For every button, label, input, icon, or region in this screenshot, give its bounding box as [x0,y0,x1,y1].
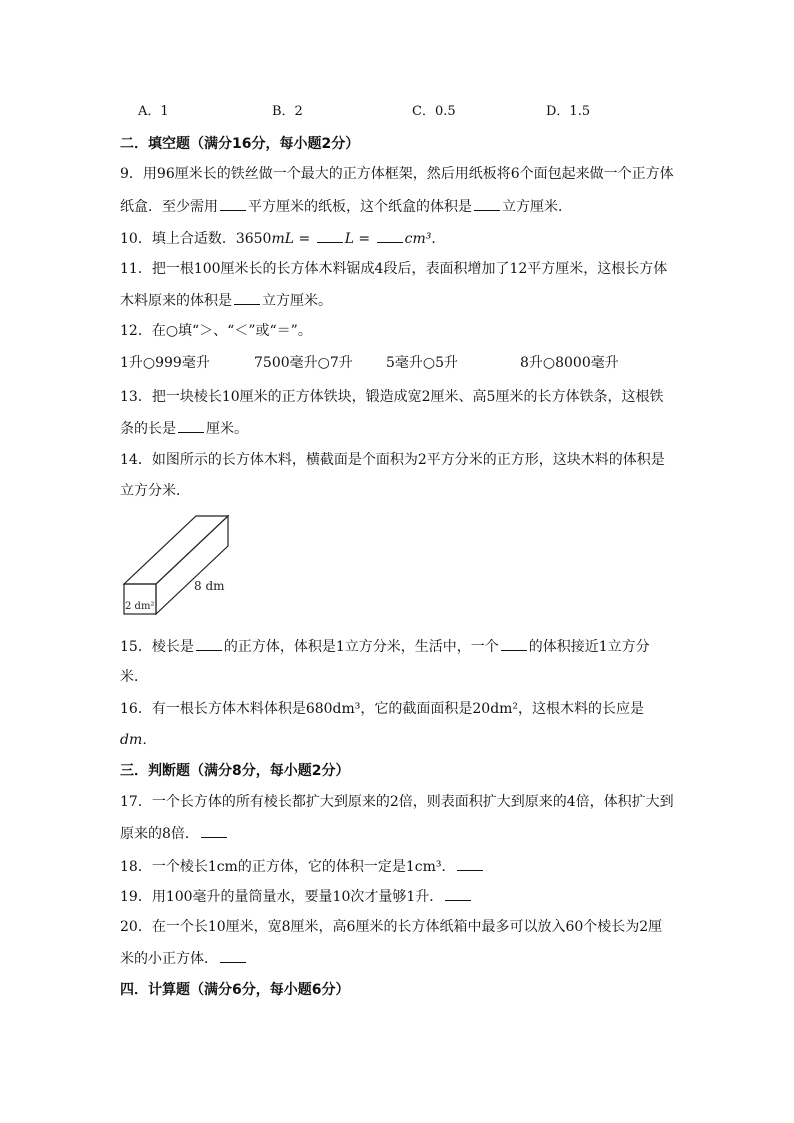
question-10-end: ． [431,231,446,247]
answer-blank[interactable] [377,228,403,243]
answer-blank[interactable] [201,823,227,838]
question-15-line2: 米． [120,669,148,685]
question-18 [120,856,485,877]
question-16-line1: 16．有一根长方体木料体积是680dm³，它的截面面积是20dm²，这根木料的长应是 [120,701,645,717]
cuboid-area-label: 2 dm² [125,601,155,612]
answer-blank[interactable] [220,948,246,963]
question-9-text-c: 立方厘米． [502,199,572,215]
question-19-text: 19．用100毫升的量筒量水，要量10次才量够1升． [120,889,444,905]
question-10-unit-ml: mL [271,231,295,247]
compare-item-2: 7500毫升○7升 [254,355,353,371]
question-11-line2 [120,290,332,311]
question-15-text-a: 15．棱长是 [120,639,194,655]
question-9-text-b: 平方厘米的纸板，这个纸盒的体积是 [248,199,472,215]
answer-blank[interactable] [474,196,500,211]
question-10-eq2: = [353,231,375,247]
compare-item-3: 5毫升○5升 [386,355,459,371]
question-10-value: 3650 [235,231,272,247]
option-d: D．1.5 [546,104,591,119]
question-11-text-b: 立方厘米。 [262,293,332,309]
question-9-line1: 9．用96厘米长的铁丝做一个最大的正方体框架，然后用纸板将6个面包起来做一个正方体 [120,166,674,182]
question-13-text-b: 厘米。 [206,421,248,437]
question-13-line1: 13．把一块棱长10厘米的正方体铁块，锻造成宽2厘米、高5厘米的长方体铁条，这根铁 [120,389,664,405]
question-15-line1 [120,636,650,657]
question-11-line1: 11．把一根100厘米长的长方体木料锯成4段后，表面积增加了12平方厘米，这根长方体 [120,261,668,277]
question-18-text: 18．一个棱长1cm的正方体，它的体积一定是1cm³． [120,859,456,875]
question-10-eq: = [294,231,315,247]
question-17-line2 [120,823,229,844]
question-16-line2: dm． [120,732,157,748]
option-a: A．1 [138,104,169,119]
question-10-prefix: 10．填上合适数． [120,231,236,247]
question-14-line1: 14．如图所示的长方体木料，横截面是个面积为2平方分米的正方形，这块木料的体积是 [120,452,665,468]
question-15-text-c: 的体积接近1立方分 [528,639,650,655]
question-10-unit-cm3: cm³ [404,231,432,247]
section-title-calculation: 四．计算题（满分6分，每小题6分） [120,982,350,998]
option-c: C．0.5 [412,104,456,119]
question-11-text-a: 木料原来的体积是 [120,293,232,309]
answer-blank[interactable] [445,886,471,901]
answer-blank[interactable] [178,418,204,433]
answer-blank[interactable] [196,636,222,651]
compare-item-1: 1升○999毫升 [120,355,210,371]
question-20-line1: 20．在一个长10厘米，宽8厘米，高6厘米的长方体纸箱中最多可以放入60个棱长为2厘 [120,919,663,935]
answer-blank[interactable] [457,856,483,871]
question-9-line2 [120,196,572,217]
cuboid-top-face [124,516,228,584]
question-12-line1: 12．在○填“＞、“＜”或“＝”。 [120,323,312,339]
question-13-text-a: 条的长是 [120,421,176,437]
cuboid-length-label: 8 dm [194,579,225,593]
cuboid-figure [120,512,232,618]
compare-item-4: 8升○8000毫升 [520,355,619,371]
question-10 [120,228,445,249]
cuboid-right-face [156,516,228,614]
question-17-text: 原来的8倍． [120,826,199,842]
question-13-line2 [120,418,248,439]
answer-blank[interactable] [220,196,246,211]
question-20-line2 [120,948,248,969]
question-17-line1: 17．一个长方体的所有棱长都扩大到原来的2倍，则表面积扩大到原来的4倍，体积扩大到 [120,794,674,810]
answer-blank[interactable] [501,636,527,651]
question-20-text: 米的小正方体． [120,951,218,967]
question-15-text-b: 的正方体，体积是1立方分米，生活中，一个 [223,639,499,655]
answer-blank[interactable] [317,228,343,243]
section-title-fill-in: 二．填空题（满分16分，每小题2分） [120,136,360,152]
section-title-judgment: 三．判断题（满分8分，每小题2分） [120,763,350,779]
question-9-text-a: 纸盒．至少需用 [120,199,218,215]
question-10-unit-l: L [344,231,354,247]
answer-blank[interactable] [234,290,260,305]
question-14-line2: 立方分米． [120,483,190,499]
option-b: B．2 [272,104,303,119]
question-19 [120,886,473,907]
